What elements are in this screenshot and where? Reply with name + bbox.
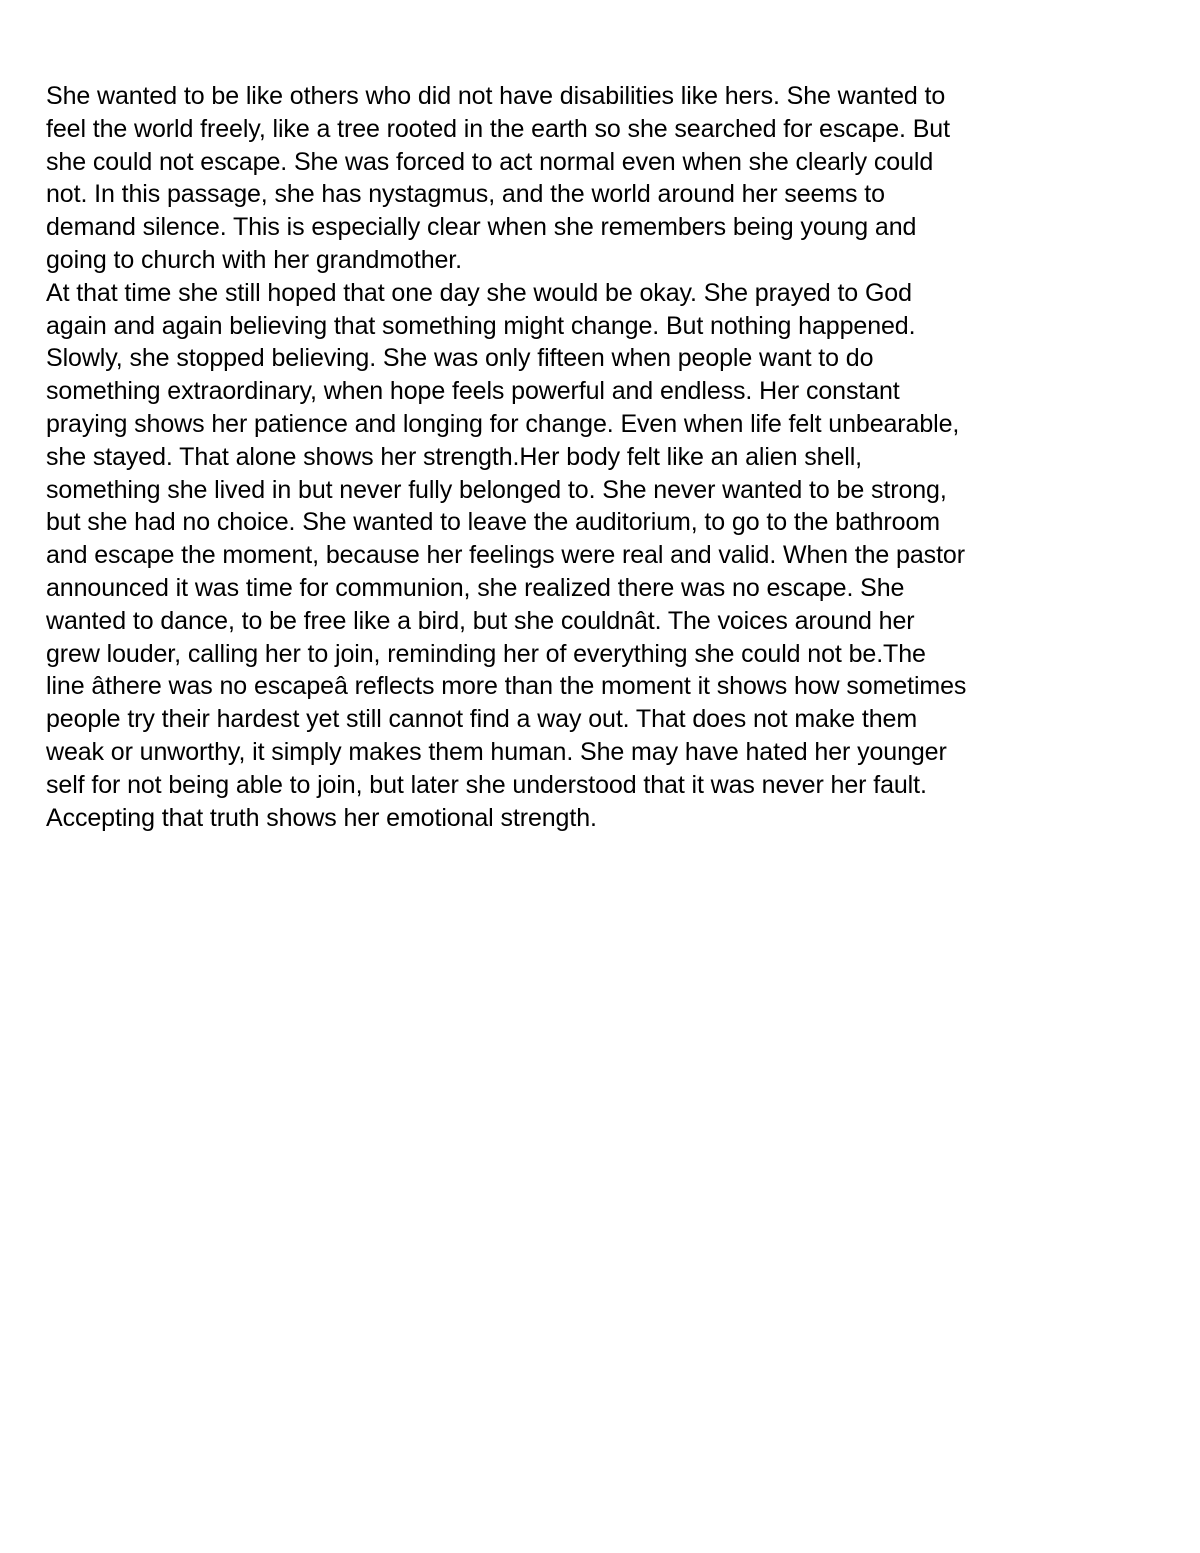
text-line: something extraordinary, when hope feels powerful and endless. Her constant — [46, 377, 900, 406]
text-line: again and again believing that something might change. But nothing happened. — [46, 311, 916, 340]
text-line: feel the world freely, like a tree rooted in the earth so she searched for escape. But — [46, 114, 950, 143]
document-page — [46, 80, 1156, 834]
text-line: She wanted to be like others who did not have disabilities like hers. She wanted to — [46, 82, 946, 110]
text-line: going to church with her grandmother. — [46, 245, 462, 274]
text-line: weak or unworthy, it simply makes them human. She may have hated her younger — [46, 737, 947, 766]
text-line: and escape the moment, because her feelings were real and valid. When the pastor — [46, 541, 965, 570]
text-line: something she lived in but never fully belonged to. She never wanted to be strong, — [46, 475, 947, 504]
text-line: At that time she still hoped that one day she would be okay. She prayed to God — [46, 278, 912, 307]
paragraph-2 — [46, 277, 1156, 835]
text-line: announced it was time for communion, she realized there was no escape. She — [46, 573, 905, 602]
paragraph-1 — [46, 80, 1156, 277]
text-line: Slowly, she stopped believing. She was only fifteen when people want to do — [46, 344, 874, 373]
text-line: self for not being able to join, but later she understood that it was never her fault. — [46, 770, 927, 799]
text-line: wanted to dance, to be free like a bird, but she couldnât. The voices around her — [46, 606, 915, 635]
text-line: Accepting that truth shows her emotional strength. — [46, 803, 597, 832]
text-line: people try their hardest yet still cannot find a way out. That does not make them — [46, 705, 918, 734]
text-line: praying shows her patience and longing for change. Even when life felt unbearable, — [46, 409, 960, 438]
text-line: not. In this passage, she has nystagmus, and the world around her seems to — [46, 180, 885, 209]
text-line: line âthere was no escapeâ reflects more than the moment it shows how sometimes — [46, 672, 967, 701]
text-line: she stayed. That alone shows her strength.Her body felt like an alien shell, — [46, 442, 863, 471]
text-line: but she had no choice. She wanted to leave the auditorium, to go to the bathroom — [46, 508, 940, 537]
text-line: she could not escape. She was forced to act normal even when she clearly could — [46, 147, 934, 176]
text-line: demand silence. This is especially clear when she remembers being young and — [46, 213, 917, 242]
text-line: grew louder, calling her to join, reminding her of everything she could not be.The — [46, 639, 926, 668]
